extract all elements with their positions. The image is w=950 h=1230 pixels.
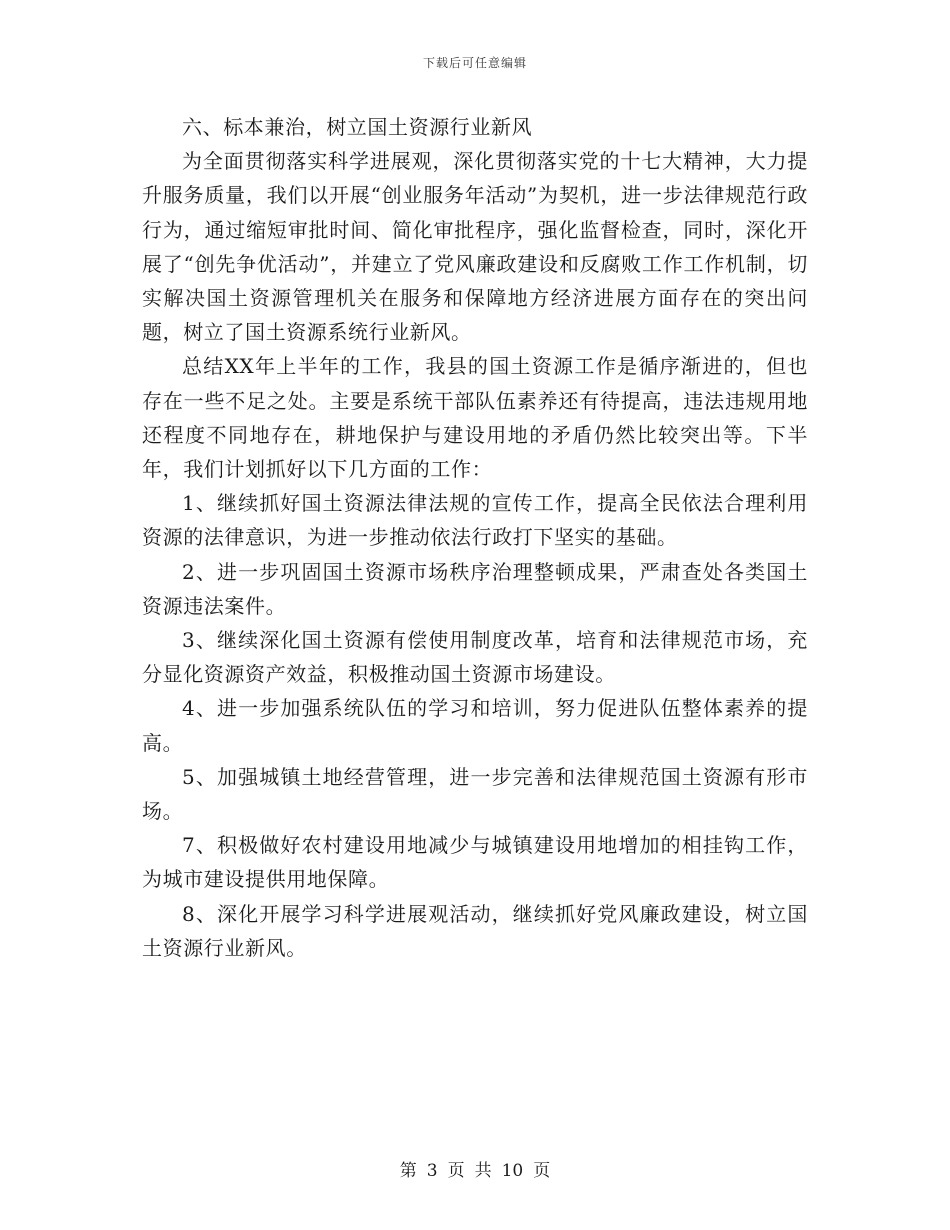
body-paragraph: 为全面贯彻落实科学进展观，深化贯彻落实党的十七大精神，大力提升服务质量，我们以开展“创业服务年活动”为契机，进一步法律规范行政行为，通过缩短审批时间、简化审批程序，强化监督检查，同时，深化开展了“创先争优活动”，并建立了党风廉政建设和反腐败工作工作机制，切实解决国土资源管理机关在服务和保障地方经济进展方面存在的突出问题，树立了国土资源系统行业新风。 (142, 149, 808, 345)
total-page-count: 10 (501, 1161, 524, 1181)
page-header-note: 下载后可任意编辑 (422, 56, 527, 70)
list-item: 7、积极做好农村建设用地减少与城镇建设用地增加的相挂钩工作，为城市建设提供用地保障。 (142, 833, 808, 892)
list-item: 2、进一步巩固国土资源市场秩序治理整顿成果，严肃查处各类国土资源违法案件。 (142, 559, 808, 618)
list-item: 8、深化开展学习科学进展观活动，继续抓好党风廉政建设，树立国土资源行业新风。 (142, 901, 808, 960)
document-body (142, 110, 808, 965)
footer-label-ye: 页 (447, 1161, 465, 1181)
section-heading: 六、标本兼治，树立国土资源行业新风 (182, 115, 533, 139)
list-item: 3、继续深化国土资源有偿使用制度改革，培育和法律规范市场，充分显化资源资产效益，积极推动国土资源市场建设。 (142, 628, 808, 687)
footer-label-ye2: 页 (533, 1161, 551, 1181)
current-page-number: 3 (426, 1161, 438, 1181)
body-paragraph: 总结XX年上半年的工作，我县的国土资源工作是循序渐进的，但也存在一些不足之处。主要是系统干部队伍素养还有待提高，违法违规用地还程度不同地存在，耕地保护与建设用地的矛盾仍然比较突出等。下半年，我们计划抓好以下几方面的工作： (142, 354, 808, 482)
list-item: 4、进一步加强系统队伍的学习和培训，努力促进队伍整体素养的提高。 (142, 696, 808, 755)
footer-label-di: 第 (399, 1161, 417, 1181)
page-number-footer (0, 1156, 950, 1181)
list-item: 5、加强城镇土地经营管理，进一步完善和法律规范国土资源有形市场。 (142, 764, 808, 824)
list-item: 1、继续抓好国土资源法律法规的宣传工作，提高全民依法合理利用资源的法律意识，为进一步推动依法行政打下坚实的基础。 (142, 491, 808, 550)
footer-label-gong: 共 (474, 1161, 492, 1181)
